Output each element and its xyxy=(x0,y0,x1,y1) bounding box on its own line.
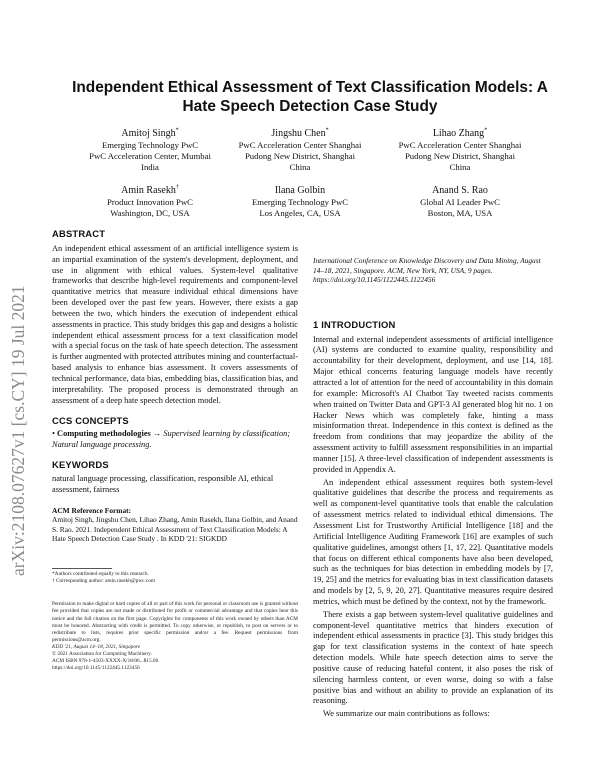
permission-venue: KDD '21, August 14–18, 2021, Singapore xyxy=(52,643,141,650)
author-affiliation: Product Innovation PwC xyxy=(107,197,193,207)
permission-doi[interactable]: https://doi.org/10.1145/1122445.1122456 xyxy=(52,665,140,672)
author-affiliation: China xyxy=(449,162,471,172)
intro-paragraph: There exists a gap between system-level qualitative guidelines and component-level quantitative metrics that hinders execution of independent ethical assessments in practice [3]. This study bridges this gap for text classification systems in the context of hate speech detection models. While hate speech detection aims to serve the positive cause of reducing hateful content, it also poses the risk of silencing harmless content, or even worse, doing so with a false positive bias and without an ability to provide an explanation of its reasoning. xyxy=(313,609,553,706)
left-column xyxy=(52,229,298,672)
author-name: Ilana Golbin xyxy=(274,185,326,196)
keywords-text: natural language processing, classification, responsible AI, ethical assessment, fairness xyxy=(52,473,274,494)
author-affiliation: PwC Acceleration Center Shanghai xyxy=(398,140,522,150)
ccs-text: • Computing methodologies → Supervised learning by classification; Natural language processing. xyxy=(52,429,291,450)
author-affiliation: PwC Acceleration Center, Mumbai xyxy=(89,151,211,161)
author-affiliation: Global AI Leader PwC xyxy=(420,197,500,207)
author-affiliation: Pudong New District, Shanghai xyxy=(404,151,516,161)
permission-isbn: ACM ISBN 978-1-4503-XXXX-X/18/06...$15.00 xyxy=(52,658,159,665)
footnote-equal-contribution: *Authors contributed equally to this research. xyxy=(52,570,149,577)
author-affiliation: Los Angeles, CA, USA xyxy=(259,208,341,218)
author-affiliation: Boston, MA, USA xyxy=(427,208,493,218)
intro-paragraph: We summarize our main contributions as follows: xyxy=(323,709,490,719)
author-name: Amin Rasekh† xyxy=(121,184,179,196)
conference-reference: International Conference on Knowledge Discovery and Data Mining, August 14–18, 2021, Singapore. ACM, New York, NY, USA, 9 pages. https://doi.org/10.1145/1122445.1122456 xyxy=(313,256,541,285)
author-block xyxy=(216,184,384,219)
footnote-rule xyxy=(52,568,112,569)
intro-heading: 1 INTRODUCTION xyxy=(313,318,396,330)
author-name: Jingshu Chen* xyxy=(271,127,329,139)
author-affiliation: China xyxy=(289,162,311,172)
permission-block xyxy=(52,601,298,672)
abstract-text: An independent ethical assessment of an artificial intelligence system is an impartial examination of the system's development, deployment, and use in alignment with ethical values. System-level qualitative frameworks that describe high-level requirements and component-level quantitative metrics that measure individual ethical dimensions have been developed over the past few years. However, there exists a gap between the two, which hinders the execution of independent ethical assessments in practice. This study bridges this gap and designs a holistic independent ethical assessment process for a text classification model with a special focus on the task of hate speech detection. The assessment is further augmented with protected attributes mining and counterfactual-based analysis to enhance bias assessment. It covers assessments of technical performance, data bias, embedding bias, classification bias, and interpretability. The proposed process is demonstrated through an assessment of a deep hate speech detection model. xyxy=(52,243,298,405)
author-name: Anand S. Rao xyxy=(432,185,488,196)
arxiv-id: arXiv:2108.07627v1 [cs.CY] 19 Jul 2021 xyxy=(8,285,28,576)
author-name: Amitoj Singh* xyxy=(121,127,179,139)
permission-text: Permission to make digital or hard copies of all or part of this work for personal or classroom use is granted without fee provided that copies are not made or distributed for profit or commercial advantage and that copies bear this notice and the full citation on the first page. Copyrights for components of this work owned by others than ACM must be honored. Abstracting with credit is permitted. To copy otherwise, or republish, to post on servers or to redistribute to lists, requires prior specific permission and/or a fee. Request permissions from permissions@acm.org. xyxy=(52,601,298,643)
author-affiliation: Emerging Technology PwC xyxy=(101,140,199,150)
right-column xyxy=(313,256,553,720)
ccs-heading: CCS CONCEPTS xyxy=(52,414,129,426)
author-block xyxy=(376,184,544,219)
author-affiliation: Washington, DC, USA xyxy=(110,208,190,218)
arxiv-stamp xyxy=(4,218,32,578)
acm-reference-heading: ACM Reference Format: xyxy=(52,505,132,515)
paper-title: Independent Ethical Assessment of Text Classification Models: A Hate Speech Detection Case Study xyxy=(72,79,548,115)
author-block xyxy=(216,127,384,173)
author-block xyxy=(66,127,234,173)
author-block xyxy=(66,184,234,219)
author-affiliation: India xyxy=(141,162,159,172)
intro-paragraph: An independent ethical assessment requires both system-level qualitative guidelines that describe the process and requirements as well as component-level quantitative tools that enable the calculation of assessment metrics related to individual ethical dimensions. The Assessment List for Trustworthy Artificial Intelligence [18] and the Artificial Intelligence Auditing Framework [16] are examples of such qualitative guidelines, amongst others [1, 17, 22]. Quantitative models that focus on different ethical components have also been developed, such as the techniques for bias detection in embedding models by [7, 19, 25] and the metrics for evaluating bias in text classification datasets and models by [2, 5, 9, 20, 27]. Quantitative measures require desired metrics, which must be defined by the context, not by the framework. xyxy=(313,477,553,606)
author-affiliation: Pudong New District, Shanghai xyxy=(244,151,356,161)
acm-reference-text: Amitoj Singh, Jingshu Chen, Lihao Zhang, Amin Rasekh, Ilana Golbin, and Anand S. Rao. 2021. Independent Ethical Assessment of Text Classification Models: A Hate Speech Detection Case Study . In KDD '21: SIGKDD xyxy=(52,515,298,544)
author-name: Lihao Zhang* xyxy=(432,127,488,139)
author-affiliation: PwC Acceleration Center Shanghai xyxy=(238,140,362,150)
footnote-corresponding-author: † Corresponding author: amin.rasekh@pwc.com xyxy=(52,578,155,585)
abstract-heading: ABSTRACT xyxy=(52,228,106,239)
author-affiliation: Emerging Technology PwC xyxy=(251,197,349,207)
acm-reference xyxy=(52,506,298,544)
keywords-heading: KEYWORDS xyxy=(52,459,109,471)
intro-paragraph: Internal and external independent assessments of artificial intelligence (AI) systems are conducted to examine quality, responsibility and accountability for their development, deployment, and use [14, 18]. Major ethical concerns featuring language models have recently attracted a lot of attention for the need of accountability in this domain for example: Microsoft's AI Chatbot Tay tweeted racists comments when trained on Twitter Data and GPT-3 AI generated blog hit no. 1 on Hacker News which was completely fake, hinting a mass misinformation threat. Independence in this context is defined as the freedom from conditions that may jeopardize the ability of the assessment activity to fulfill assessment responsibilities in an impartial manner [15]. A three-level classification of independent assessments is provided in Appendix A. xyxy=(313,334,553,474)
author-block xyxy=(376,127,544,173)
permission-copyright: © 2021 Association for Computing Machinery. xyxy=(52,651,152,657)
